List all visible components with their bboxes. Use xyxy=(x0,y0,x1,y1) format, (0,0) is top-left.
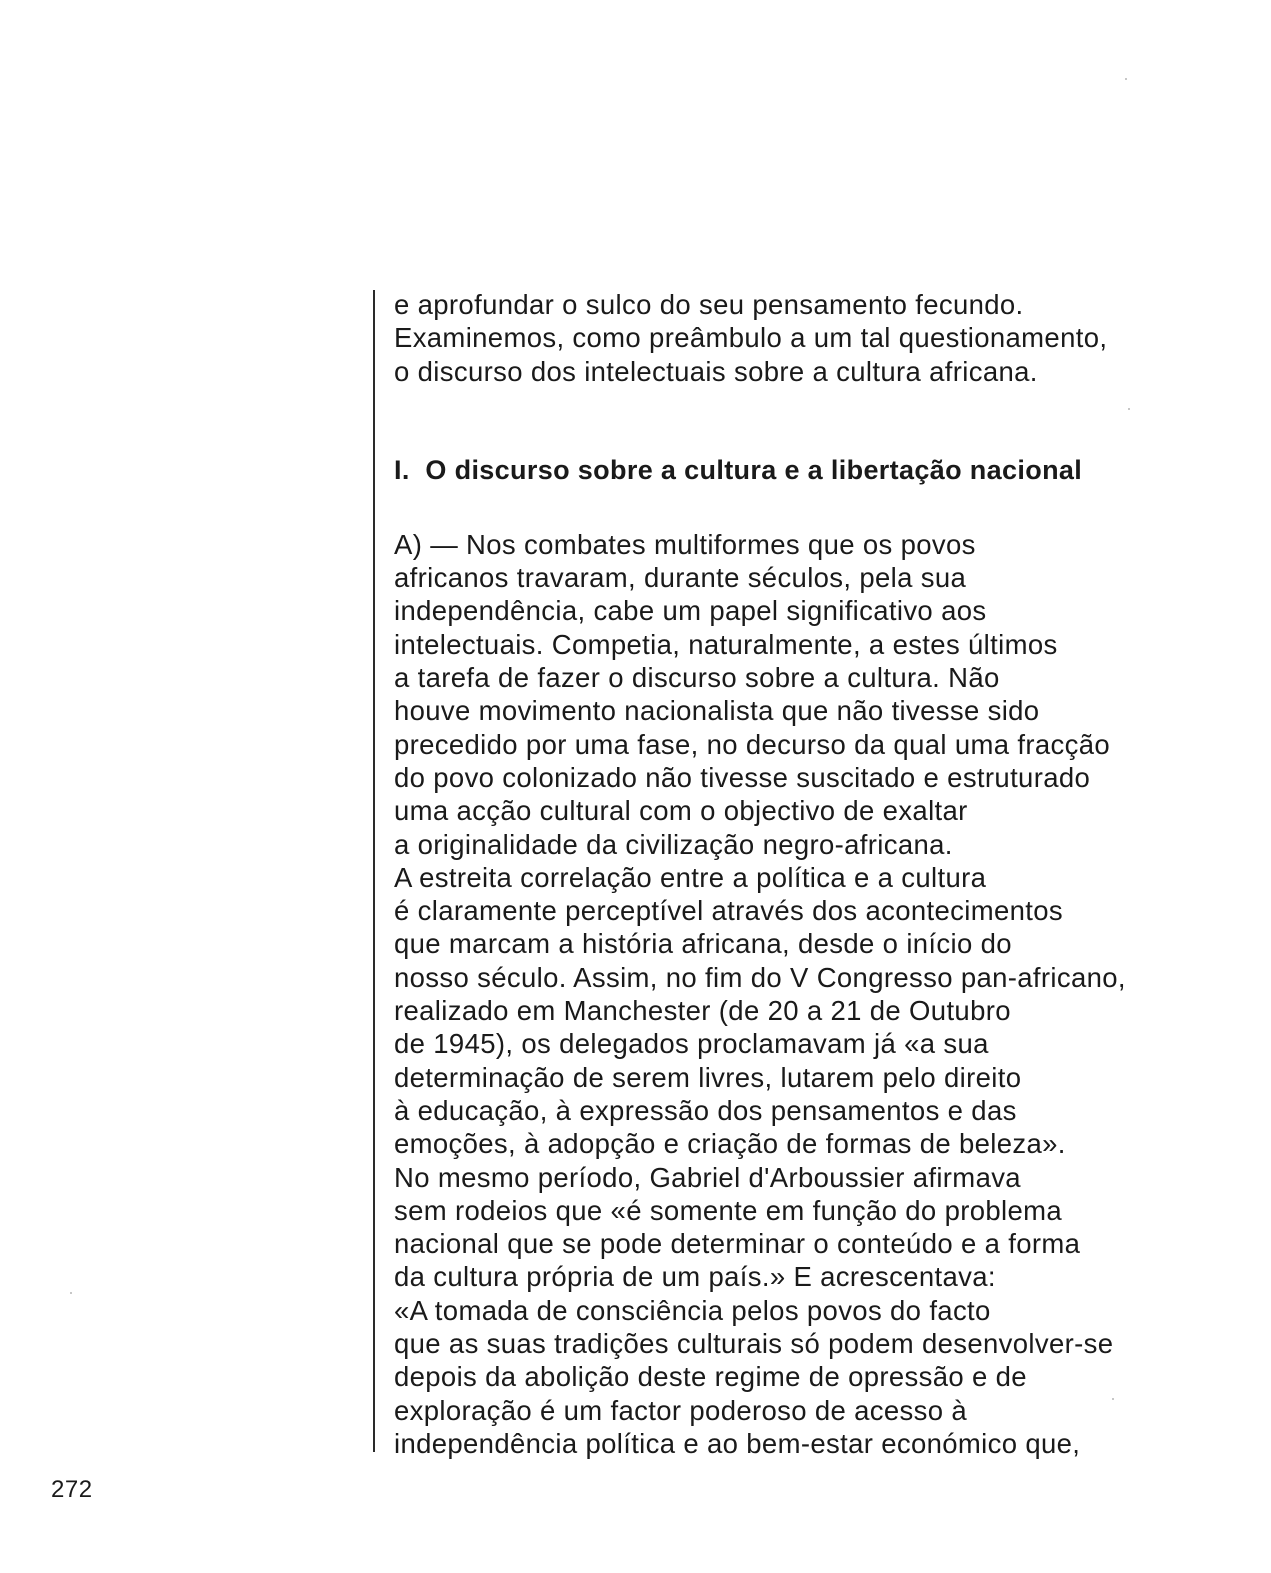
body-line: A estreita correlação entre a política e a cultura xyxy=(394,861,987,893)
intro-line: e aprofundar o sulco do seu pensamento fecundo. xyxy=(394,289,1024,320)
body-line: a tarefa de fazer o discurso sobre a cultura. Não xyxy=(394,662,1000,694)
scan-speck xyxy=(1125,78,1127,80)
body-line: da cultura própria de um país.» E acrescentava: xyxy=(394,1261,996,1293)
body-line: nosso século. Assim, no fim do V Congresso pan-africano, xyxy=(394,961,1126,993)
body-line: depois da abolição deste regime de opressão e de xyxy=(394,1361,1027,1393)
body-line: A) — Nos combates multiformes que os povos xyxy=(394,528,976,560)
body-line: a originalidade da civilização negro-africana. xyxy=(394,828,953,860)
body-line: que as suas tradições culturais só podem desenvolver-se xyxy=(394,1328,1114,1360)
scan-speck xyxy=(1128,408,1130,410)
body-line: de 1945), os delegados proclamavam já «a sua xyxy=(394,1028,989,1060)
body-line: No mesmo período, Gabriel d'Arboussier afirmava xyxy=(394,1161,1021,1193)
body-line: independência política e ao bem-estar económico que, xyxy=(394,1427,1081,1459)
intro-line: o discurso dos intelectuais sobre a cultura africana. xyxy=(394,355,1038,387)
body-line: do povo colonizado não tivesse suscitado e estruturado xyxy=(394,761,1091,793)
paragraph-spacer xyxy=(394,388,1224,454)
scan-speck xyxy=(70,1292,72,1294)
body-line: precedido por uma fase, no decurso da qual uma fracção xyxy=(394,728,1110,760)
body-line: realizado em Manchester (de 20 a 21 de Outubro xyxy=(394,995,1011,1027)
body-line: uma acção cultural com o objectivo de exaltar xyxy=(394,795,968,827)
body-line: «A tomada de consciência pelos povos do facto xyxy=(394,1294,991,1326)
paragraph-spacer xyxy=(394,488,1224,528)
body-line: determinação de serem livres, lutarem pelo direito xyxy=(394,1061,1022,1093)
body-line: emoções, à adopção e criação de formas de beleza». xyxy=(394,1128,1066,1160)
body-line: é claramente perceptível através dos acontecimentos xyxy=(394,895,1064,927)
body-paragraph xyxy=(394,528,1224,1460)
body-line: nacional que se pode determinar o conteúdo e a forma xyxy=(394,1228,1081,1260)
body-line: exploração é um factor poderoso de acesso à xyxy=(394,1394,968,1426)
intro-line: Examinemos, como preâmbulo a um tal questionamento, xyxy=(394,322,1108,354)
page-number: 272 xyxy=(51,1476,93,1503)
body-line: africanos travaram, durante séculos, pela sua xyxy=(394,562,967,594)
text-column xyxy=(394,288,1224,1460)
body-line: à educação, à expressão dos pensamentos e das xyxy=(394,1094,1017,1126)
body-line: sem rodeios que «é somente em função do problema xyxy=(394,1194,1063,1226)
scan-speck xyxy=(1112,1398,1114,1400)
margin-vertical-rule xyxy=(373,290,375,1452)
body-line: que marcam a história africana, desde o início do xyxy=(394,928,1012,960)
body-line: intelectuais. Competia, naturalmente, a estes últimos xyxy=(394,628,1058,660)
body-line: independência, cabe um papel significativo aos xyxy=(394,595,987,627)
section-heading: I. O discurso sobre a cultura e a libertação nacional xyxy=(394,454,1083,485)
body-line: houve movimento nacionalista que não tivesse sido xyxy=(394,695,1040,727)
